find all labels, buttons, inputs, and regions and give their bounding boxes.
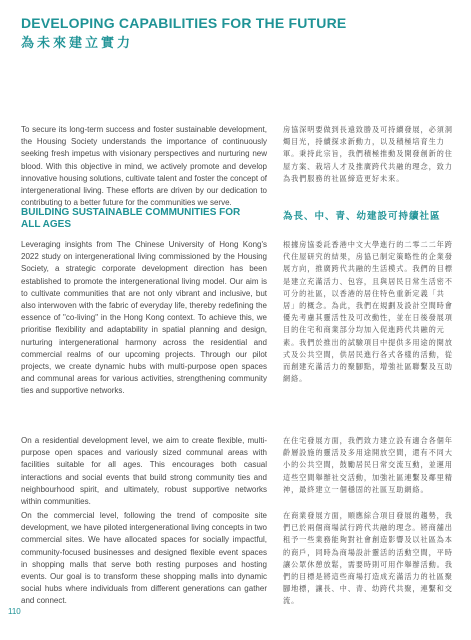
body-paragraph-2-en: On a residential development level, we aim to create flexible, multi-purpose open spaces and variously sized communal areas with facilities suitable for all ages. This encourages both casual interactions and social events that build strong community ties and neighbourhood spirit, and ultimately, robust supportive networks within communities. — [21, 436, 267, 507]
section-heading-zh: 為長、中、青、幼建設可持續社區 — [283, 211, 441, 222]
body-paragraph-1-zh: 根據房協委託香港中文大學進行的二零二二年跨代住屋研究的結果，房協已制定策略性的企業發展方向，推廣跨代共融的生活模式。我們的目標是建立充滿活力、包容，且與居民日常生活密不可分的社區，以香港的居住特色重新定義「共居」的概念。為此，我們在規劃及設計空間時會優先考慮其靈活性及可改動性，並在日後發展項目的住宅和商業部分均加入促進跨代共融的元素。我們於推出的試驗項目中提供多用途的開放式及公共空間，供居民進行各式各樣的活動，從而創建充滿活力的聚腳點，增強社區聯繫及互助網絡。 — [283, 240, 453, 384]
body-paragraph-2-zh: 在住宅發展方面，我們致力建立設有適合各個年齡層設施的靈活及多用途開放空間，還有不同大小的公共空間，鼓勵居民日常交流互動，並運用這些空間舉辦社交活動，加強社區連繫及鄰里精神，最終建立一個穩固的社區互助網絡。 — [283, 436, 453, 494]
section-heading-en: BUILDING SUSTAINABLE COMMUNITIES FOR ALL AGES — [21, 207, 241, 230]
body-paragraph-3-zh: 在商業發展方面，順應綜合項目發展的趨勢，我們已於兩個商場試行跨代共融的理念。將商舖出租予一些業務能夠對社會創造影響及以社區為本的商戶，同時為商場設計靈活的活動空間，平時讓公眾休憩放鬆，需要時則可用作舉辦活動。我們的目標是將這些商場打造成充滿活力的社區聚腳地標，讓長、中、青、幼跨代共聚，連繫和交流。 — [283, 511, 453, 606]
page-title-chinese: 為未來建立實力 — [21, 36, 134, 51]
body-paragraph-1-en: Leveraging insights from The Chinese University of Hong Kong's 2022 study on intergenerational living commissioned by the Housing Society, a strategic corporate development direction has been established to promote the intergenerational living model. Our aim is to cultivate communities that are not only vibrant and inclusive, but also interwoven with the fabric of everyday life, thereby redefining the essence of "co-living" in the Hong Kong context. To achieve this, we prioritise flexibility and adaptability in spatial planning and design, nurturing intergenerational harmony across the residential and commercial realms of our upcoming projects. Through our pilot projects, we create dynamic hubs with multi-purpose open spaces and communal areas for various activities, strengthening community ties and supportive networks. — [21, 240, 267, 396]
intro-paragraph-en: To secure its long-term success and foster sustainable development, the Housing Society understands the importance of continuously seeking fresh impetus with visionary perspectives and nurturing new blood. With this objective in mind, we actively promote and develop innovative housing solutions, cultivate talent and foster the concept of intergenerational living. These efforts are driven by our dedication to contributing to a better future for the communities we serve. — [21, 125, 267, 208]
intro-paragraph-zh: 房協深明要做到長遠致勝及可持續發展，必須洞燭目光，持續探求新動力，以及積極培育生力軍。秉持此宗旨，我們積極推動及開發創新的住屋方案、栽培人才及推廣跨代共融的理念，致力為我們服務的社區締造更好未來。 — [283, 125, 453, 183]
body-paragraph-3-en: On the commercial level, following the trend of composite site development, we have piloted intergenerational living concepts in two commercial sites. We have allocated spaces for socially impactful, community-focused businesses and designed flexible event spaces in shopping malls that serve both resting purposes and hosting events. Our goal is to transform these shopping malls into dynamic social hubs where individuals from different generations can gather and connect. — [21, 511, 267, 606]
page-number: 110 — [8, 607, 21, 616]
page-title: DEVELOPING CAPABILITIES FOR THE FUTURE — [21, 15, 347, 31]
